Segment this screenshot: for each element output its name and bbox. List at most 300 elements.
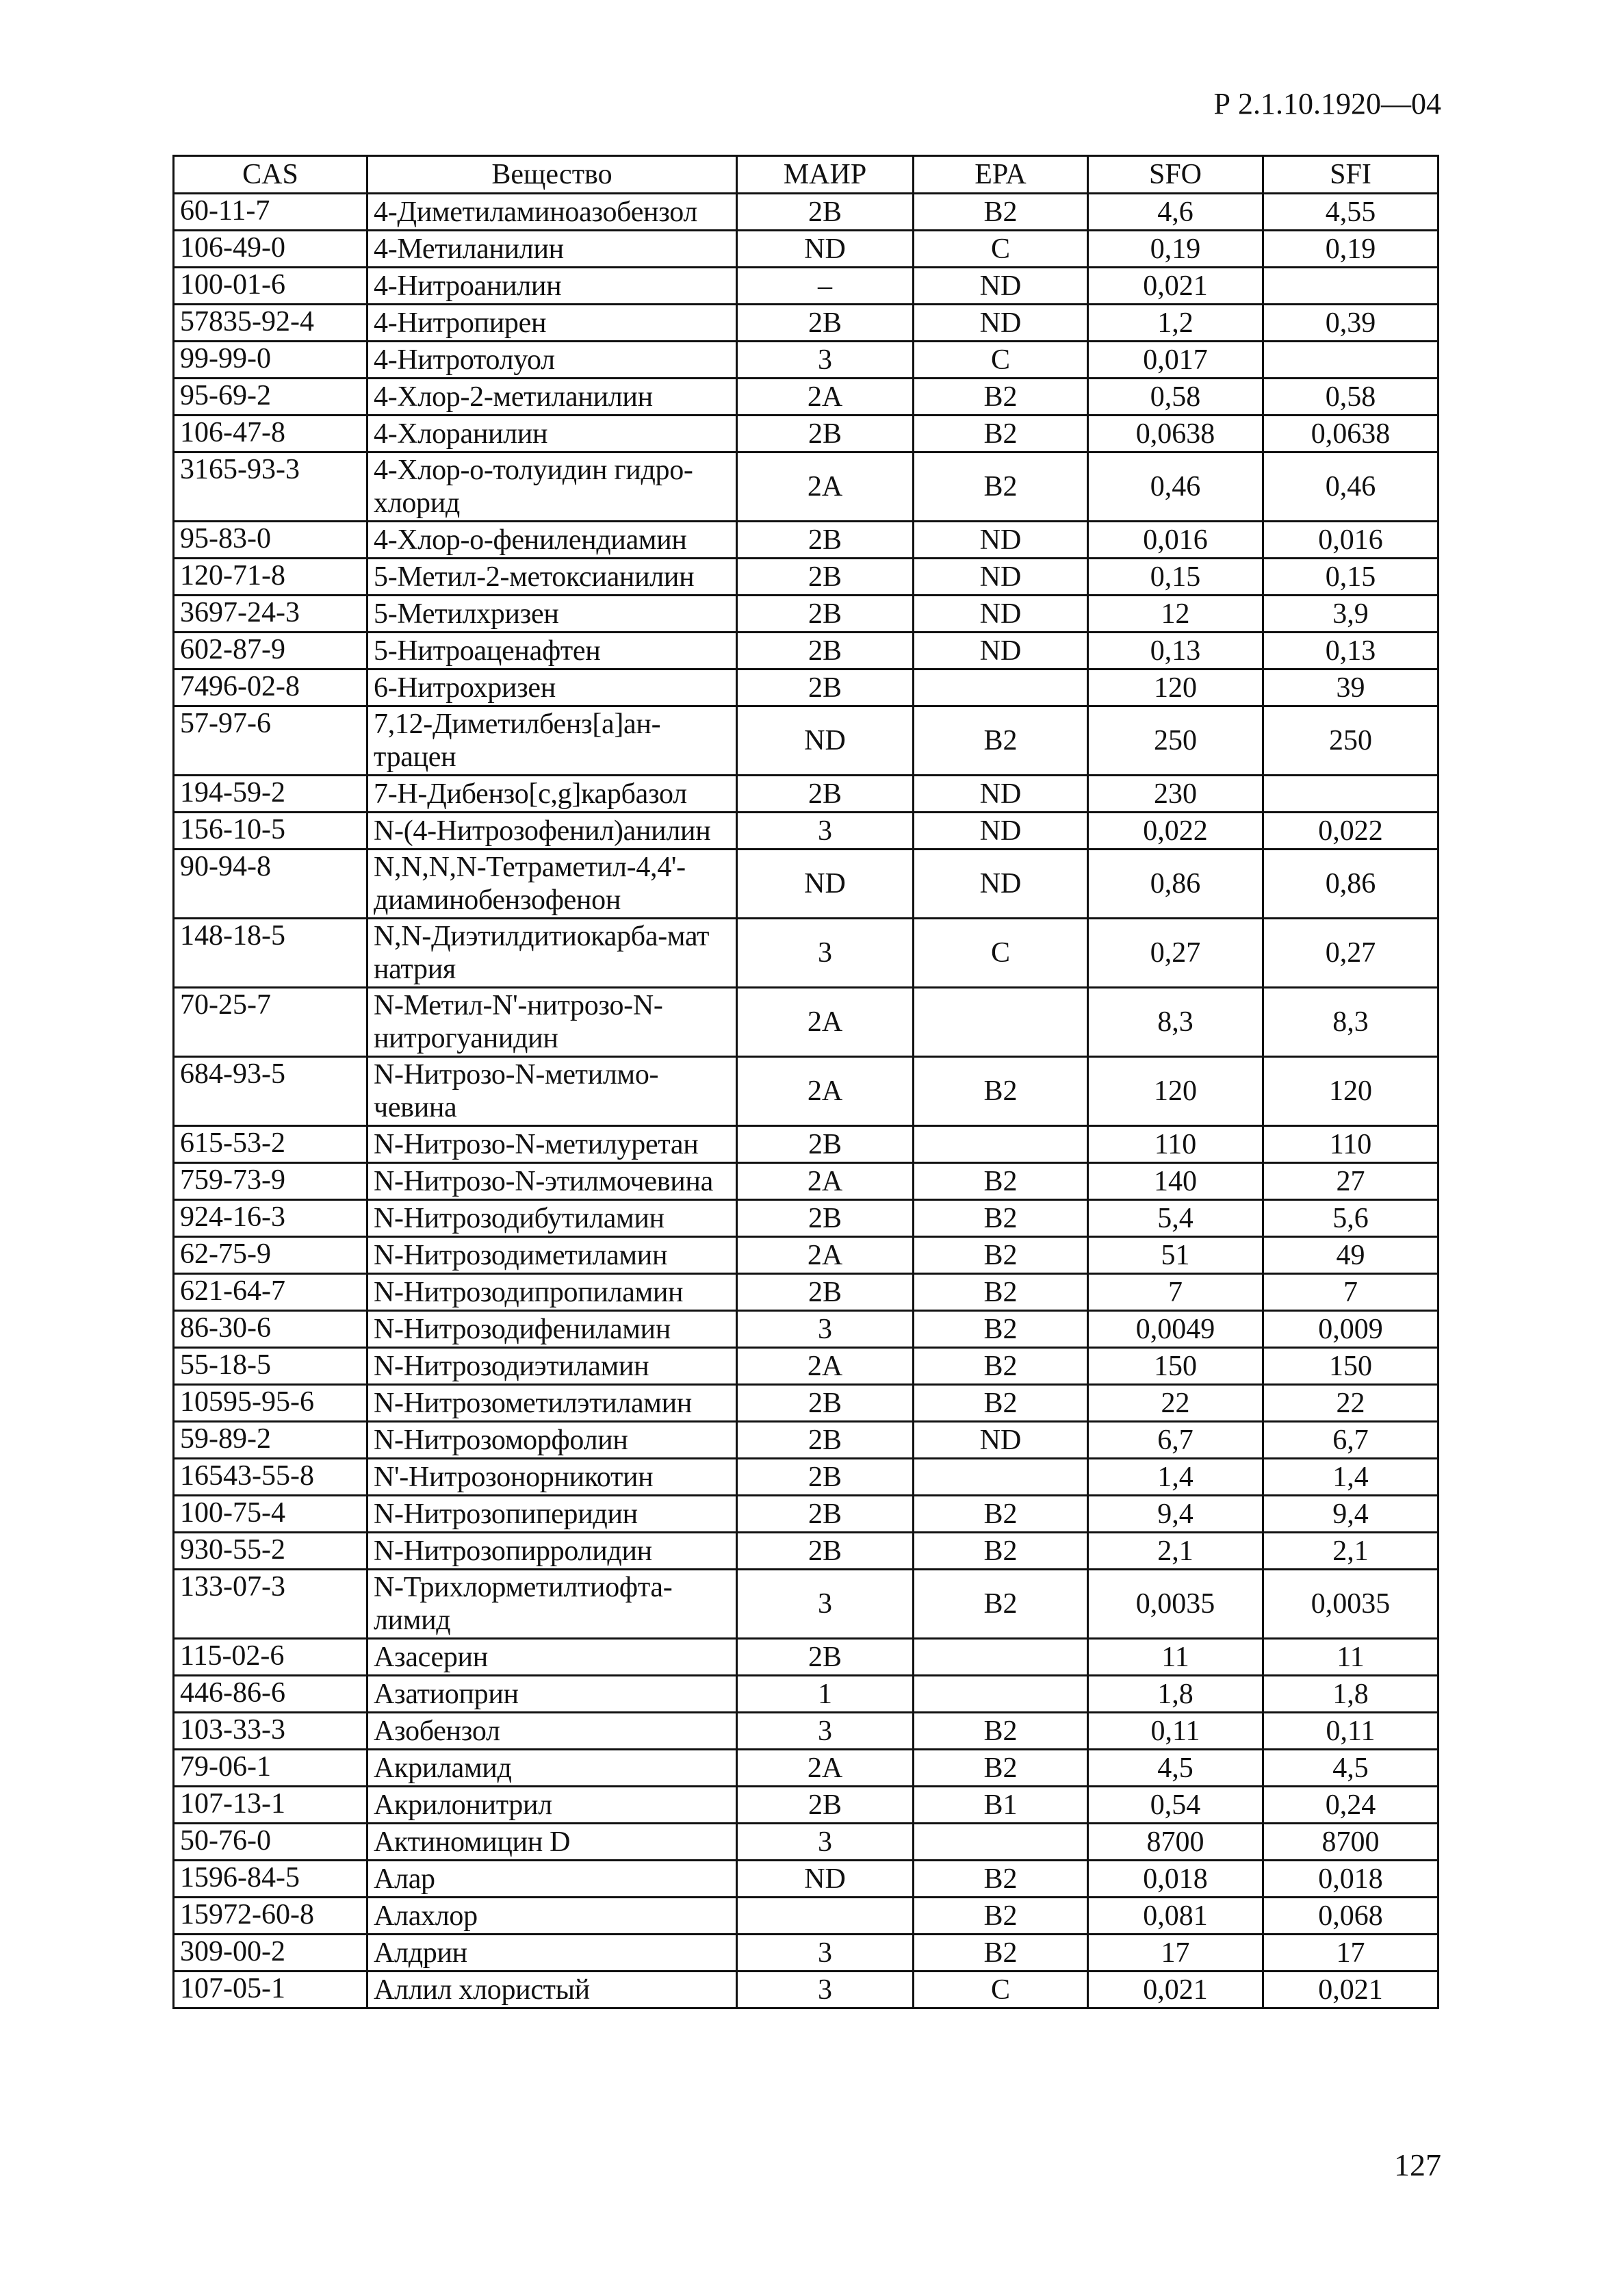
epa-cell: B2 [914,706,1088,776]
epa-cell: B2 [914,416,1088,452]
substance-cell: Алдрин [367,1935,737,1972]
table-row [174,1676,1438,1713]
cas-cell: 62-75-9 [174,1237,367,1274]
sfo-cell: 0,19 [1088,231,1263,268]
cas-cell: 446-86-6 [174,1676,367,1713]
table-row [174,1935,1438,1972]
epa-cell: B2 [914,1935,1088,1972]
sfi-cell [1263,342,1438,379]
iarc-cell: 2A [737,1348,914,1385]
table-row [174,706,1438,776]
epa-cell: B2 [914,1533,1088,1570]
sfi-cell: 0,27 [1263,919,1438,988]
cas-cell: 3697-24-3 [174,596,367,633]
sfo-cell: 0,86 [1088,850,1263,919]
iarc-cell: 2A [737,1237,914,1274]
epa-cell: B2 [914,1348,1088,1385]
document-code: Р 2.1.10.1920—04 [1213,87,1441,120]
substances-table [172,155,1439,2009]
sfo-cell: 0,27 [1088,919,1263,988]
epa-cell: ND [914,522,1088,559]
sfo-cell: 7 [1088,1274,1263,1311]
epa-cell: B2 [914,1237,1088,1274]
epa-cell: C [914,1972,1088,2008]
table-row [174,305,1438,342]
sfo-cell: 1,4 [1088,1459,1263,1496]
iarc-cell: ND [737,1861,914,1898]
table-row [174,268,1438,305]
sfo-cell: 0,021 [1088,1972,1263,2008]
cas-cell: 615-53-2 [174,1126,367,1163]
iarc-cell: – [737,268,914,305]
table-row [174,1898,1438,1935]
substance-cell: N-Нитрозоморфолин [367,1422,737,1459]
table-row [174,1348,1438,1385]
header-iarc: МАИР [737,156,914,194]
iarc-cell: 2B [737,522,914,559]
table-row [174,559,1438,596]
epa-cell: B2 [914,452,1088,522]
cas-cell: 103-33-3 [174,1713,367,1750]
cas-cell: 120-71-8 [174,559,367,596]
epa-cell [914,669,1088,706]
sfo-cell: 4,6 [1088,194,1263,231]
table-row [174,1861,1438,1898]
cas-cell: 106-47-8 [174,416,367,452]
table-row [174,669,1438,706]
cas-cell: 70-25-7 [174,988,367,1057]
iarc-cell: 2B [737,1126,914,1163]
sfi-cell [1263,776,1438,813]
table-row [174,1824,1438,1861]
table-row [174,1459,1438,1496]
iarc-cell: 2A [737,379,914,416]
epa-cell: ND [914,559,1088,596]
sfi-cell: 250 [1263,706,1438,776]
epa-cell: B2 [914,1496,1088,1533]
cas-cell: 57835-92-4 [174,305,367,342]
sfi-cell: 1,4 [1263,1459,1438,1496]
sfi-cell: 0,46 [1263,452,1438,522]
iarc-cell: 2A [737,452,914,522]
table-row [174,988,1438,1057]
substance-cell: 4-Хлоранилин [367,416,737,452]
sfi-cell: 110 [1263,1126,1438,1163]
cas-cell: 602-87-9 [174,633,367,669]
epa-cell: ND [914,813,1088,850]
header-epa: EPA [914,156,1088,194]
substance-cell: N-Нитрозометилэтиламин [367,1385,737,1422]
sfo-cell: 0,0049 [1088,1311,1263,1348]
iarc-cell: 3 [737,342,914,379]
epa-cell: C [914,919,1088,988]
sfi-cell: 17 [1263,1935,1438,1972]
iarc-cell: 2B [737,1459,914,1496]
iarc-cell: 3 [737,813,914,850]
sfo-cell: 5,4 [1088,1200,1263,1237]
cas-cell: 1596-84-5 [174,1861,367,1898]
iarc-cell: 2B [737,1385,914,1422]
table-body [174,194,1438,2008]
header-cas: CAS [174,156,367,194]
substance-cell: 7,12-Диметилбенз[а]ан-трацен [367,706,737,776]
sfi-cell: 3,9 [1263,596,1438,633]
sfi-cell: 150 [1263,1348,1438,1385]
epa-cell: B2 [914,1713,1088,1750]
cas-cell: 156-10-5 [174,813,367,850]
substance-cell: 4-Метиланилин [367,231,737,268]
sfi-cell: 0,11 [1263,1713,1438,1750]
table-row [174,1787,1438,1824]
substance-cell: N-Нитрозодиэтиламин [367,1348,737,1385]
sfi-cell: 2,1 [1263,1533,1438,1570]
iarc-cell: 2B [737,559,914,596]
cas-cell: 90-94-8 [174,850,367,919]
table-row [174,379,1438,416]
sfo-cell: 6,7 [1088,1422,1263,1459]
sfi-cell: 4,55 [1263,194,1438,231]
table-row [174,776,1438,813]
sfi-cell: 4,5 [1263,1750,1438,1787]
substance-cell: 4-Нитротолуол [367,342,737,379]
cas-cell: 621-64-7 [174,1274,367,1311]
iarc-cell: 2B [737,1639,914,1676]
iarc-cell: 2A [737,1163,914,1200]
iarc-cell: 3 [737,1935,914,1972]
iarc-cell: 3 [737,919,914,988]
iarc-cell: 2B [737,1496,914,1533]
sfi-cell: 7 [1263,1274,1438,1311]
iarc-cell: 3 [737,1570,914,1639]
sfi-cell: 0,021 [1263,1972,1438,2008]
sfo-cell: 0,016 [1088,522,1263,559]
substance-cell: 4-Хлор-о-толуидин гидро-хлорид [367,452,737,522]
iarc-cell: ND [737,231,914,268]
sfi-cell: 0,58 [1263,379,1438,416]
sfo-cell: 150 [1088,1348,1263,1385]
sfi-cell: 9,4 [1263,1496,1438,1533]
epa-cell [914,1639,1088,1676]
table-row [174,1972,1438,2008]
cas-cell: 79-06-1 [174,1750,367,1787]
epa-cell [914,988,1088,1057]
page-number: 127 [1394,2147,1441,2182]
iarc-cell: 2B [737,776,914,813]
sfi-cell: 0,068 [1263,1898,1438,1935]
cas-cell: 106-49-0 [174,231,367,268]
table-row [174,1237,1438,1274]
table-row [174,1311,1438,1348]
cas-cell: 115-02-6 [174,1639,367,1676]
cas-cell: 194-59-2 [174,776,367,813]
cas-cell: 759-73-9 [174,1163,367,1200]
sfo-cell: 140 [1088,1163,1263,1200]
substance-cell: N-Нитрозо-N-метилмо-чевина [367,1057,737,1126]
substance-cell: N-Нитрозодиметиламин [367,1237,737,1274]
sfi-cell: 5,6 [1263,1200,1438,1237]
substance-cell: N-Нитрозодипропиламин [367,1274,737,1311]
table-row [174,1422,1438,1459]
substance-cell: N-Нитрозодибутиламин [367,1200,737,1237]
substance-cell: N-Метил-N'-нитрозо-N-нитрогуанидин [367,988,737,1057]
sfi-cell [1263,268,1438,305]
cas-cell: 100-01-6 [174,268,367,305]
sfi-cell: 0,15 [1263,559,1438,596]
table-row [174,1274,1438,1311]
cas-cell: 133-07-3 [174,1570,367,1639]
substance-cell: N-Нитрозопирролидин [367,1533,737,1570]
iarc-cell: 2B [737,1422,914,1459]
sfo-cell: 8700 [1088,1824,1263,1861]
iarc-cell: 2B [737,633,914,669]
substance-cell: 4-Нитропирен [367,305,737,342]
iarc-cell: 1 [737,1676,914,1713]
substance-cell: 4-Хлор-о-фенилендиамин [367,522,737,559]
sfo-cell: 51 [1088,1237,1263,1274]
iarc-cell: 2B [737,1200,914,1237]
substance-cell: N,N-Диэтилдитиокарба-мат натрия [367,919,737,988]
table-row [174,1639,1438,1676]
cas-cell: 684-93-5 [174,1057,367,1126]
table-row [174,1750,1438,1787]
epa-cell [914,1459,1088,1496]
iarc-cell: ND [737,850,914,919]
cas-cell: 100-75-4 [174,1496,367,1533]
sfo-cell: 110 [1088,1126,1263,1163]
table-row [174,1163,1438,1200]
sfi-cell: 49 [1263,1237,1438,1274]
substance-cell: N-Нитрозо-N-этилмочевина [367,1163,737,1200]
sfo-cell: 11 [1088,1639,1263,1676]
iarc-cell: 2A [737,1750,914,1787]
sfi-cell: 8,3 [1263,988,1438,1057]
sfo-cell: 250 [1088,706,1263,776]
sfi-cell: 0,19 [1263,231,1438,268]
sfo-cell: 0,46 [1088,452,1263,522]
iarc-cell: 2A [737,988,914,1057]
sfi-cell: 0,022 [1263,813,1438,850]
epa-cell [914,1824,1088,1861]
cas-cell: 95-83-0 [174,522,367,559]
table-row [174,1496,1438,1533]
sfo-cell: 0,15 [1088,559,1263,596]
table-row [174,850,1438,919]
sfo-cell: 230 [1088,776,1263,813]
sfo-cell: 120 [1088,669,1263,706]
sfo-cell: 22 [1088,1385,1263,1422]
sfo-cell: 0,0035 [1088,1570,1263,1639]
table-row [174,1385,1438,1422]
cas-cell: 50-76-0 [174,1824,367,1861]
sfi-cell: 0,0638 [1263,416,1438,452]
table-row [174,813,1438,850]
cas-cell: 148-18-5 [174,919,367,988]
iarc-cell: ND [737,706,914,776]
table-row [174,1126,1438,1163]
sfo-cell: 0,54 [1088,1787,1263,1824]
cas-cell: 15972-60-8 [174,1898,367,1935]
cas-cell: 107-13-1 [174,1787,367,1824]
cas-cell: 16543-55-8 [174,1459,367,1496]
sfi-cell: 22 [1263,1385,1438,1422]
epa-cell: B2 [914,1274,1088,1311]
iarc-cell: 2B [737,416,914,452]
cas-cell: 924-16-3 [174,1200,367,1237]
sfi-cell: 0,018 [1263,1861,1438,1898]
cas-cell: 86-30-6 [174,1311,367,1348]
iarc-cell: 3 [737,1824,914,1861]
epa-cell: B2 [914,1057,1088,1126]
sfo-cell: 17 [1088,1935,1263,1972]
epa-cell: ND [914,776,1088,813]
epa-cell: C [914,342,1088,379]
iarc-cell: 2B [737,669,914,706]
epa-cell: B2 [914,1163,1088,1200]
sfo-cell: 2,1 [1088,1533,1263,1570]
epa-cell: B2 [914,1200,1088,1237]
cas-cell: 10595-95-6 [174,1385,367,1422]
epa-cell: ND [914,305,1088,342]
substance-cell: 5-Нитроаценафтен [367,633,737,669]
substance-cell: Азатиоприн [367,1676,737,1713]
table-row [174,194,1438,231]
substance-cell: Азасерин [367,1639,737,1676]
substance-cell: N-(4-Нитрозофенил)анилин [367,813,737,850]
table-row [174,596,1438,633]
substance-cell: Акриламид [367,1750,737,1787]
iarc-cell [737,1898,914,1935]
substance-cell: Аллил хлористый [367,1972,737,2008]
substance-cell: Акрилонитрил [367,1787,737,1824]
sfi-cell: 8700 [1263,1824,1438,1861]
sfi-cell: 120 [1263,1057,1438,1126]
sfo-cell: 1,8 [1088,1676,1263,1713]
sfo-cell: 0,018 [1088,1861,1263,1898]
table-row [174,919,1438,988]
epa-cell: ND [914,633,1088,669]
cas-cell: 99-99-0 [174,342,367,379]
substance-cell: N,N,N,N-Тетраметил-4,4'-диаминобензофенон [367,850,737,919]
epa-cell: B2 [914,1861,1088,1898]
table-row [174,633,1438,669]
table-row [174,416,1438,452]
substance-cell: Азобензол [367,1713,737,1750]
cas-cell: 57-97-6 [174,706,367,776]
sfo-cell: 4,5 [1088,1750,1263,1787]
iarc-cell: 2B [737,305,914,342]
table-row [174,522,1438,559]
substance-cell: 5-Метилхризен [367,596,737,633]
epa-cell: B1 [914,1787,1088,1824]
cas-cell: 930-55-2 [174,1533,367,1570]
iarc-cell: 3 [737,1972,914,2008]
substance-cell: 4-Диметиламиноазобензол [367,194,737,231]
cas-cell: 55-18-5 [174,1348,367,1385]
header-sfi: SFI [1263,156,1438,194]
substance-cell: Алар [367,1861,737,1898]
iarc-cell: 3 [737,1713,914,1750]
sfi-cell: 0,86 [1263,850,1438,919]
epa-cell: B2 [914,1898,1088,1935]
epa-cell: ND [914,596,1088,633]
cas-cell: 309-00-2 [174,1935,367,1972]
epa-cell: ND [914,268,1088,305]
substance-cell: 4-Хлор-2-метиланилин [367,379,737,416]
sfo-cell: 12 [1088,596,1263,633]
epa-cell: C [914,231,1088,268]
iarc-cell: 2B [737,1787,914,1824]
epa-cell [914,1676,1088,1713]
sfi-cell: 0,016 [1263,522,1438,559]
table-row [174,1533,1438,1570]
table-row [174,342,1438,379]
substance-cell: N'-Нитрозонорникотин [367,1459,737,1496]
sfi-cell: 1,8 [1263,1676,1438,1713]
iarc-cell: 2B [737,194,914,231]
substance-cell: Актиномицин D [367,1824,737,1861]
sfi-cell: 6,7 [1263,1422,1438,1459]
sfo-cell: 0,11 [1088,1713,1263,1750]
iarc-cell: 2A [737,1057,914,1126]
substance-cell: 4-Нитроанилин [367,268,737,305]
epa-cell [914,1126,1088,1163]
sfi-cell: 11 [1263,1639,1438,1676]
sfi-cell: 39 [1263,669,1438,706]
epa-cell: B2 [914,379,1088,416]
substance-cell: 6-Нитрохризен [367,669,737,706]
substance-cell: 5-Метил-2-метоксианилин [367,559,737,596]
sfo-cell: 8,3 [1088,988,1263,1057]
iarc-cell: 3 [737,1311,914,1348]
substance-cell: N-Нитрозо-N-метилуретан [367,1126,737,1163]
epa-cell: B2 [914,1385,1088,1422]
epa-cell: B2 [914,1570,1088,1639]
cas-cell: 59-89-2 [174,1422,367,1459]
header-substance: Вещество [367,156,737,194]
cas-cell: 107-05-1 [174,1972,367,2008]
iarc-cell: 2B [737,596,914,633]
header-sfo: SFO [1088,156,1263,194]
cas-cell: 60-11-7 [174,194,367,231]
table-row [174,1057,1438,1126]
table-row [174,1713,1438,1750]
substance-cell: N-Нитрозопиперидин [367,1496,737,1533]
cas-cell: 7496-02-8 [174,669,367,706]
iarc-cell: 2B [737,1533,914,1570]
epa-cell: B2 [914,1750,1088,1787]
table-row [174,231,1438,268]
sfi-cell: 0,39 [1263,305,1438,342]
table-header-row [174,156,1438,194]
epa-cell: ND [914,1422,1088,1459]
sfo-cell: 0,081 [1088,1898,1263,1935]
substance-cell: N-Нитрозодифениламин [367,1311,737,1348]
table-row [174,1200,1438,1237]
sfo-cell: 120 [1088,1057,1263,1126]
sfo-cell: 0,13 [1088,633,1263,669]
sfi-cell: 0,13 [1263,633,1438,669]
epa-cell: B2 [914,194,1088,231]
table-row [174,452,1438,522]
sfo-cell: 9,4 [1088,1496,1263,1533]
sfo-cell: 0,58 [1088,379,1263,416]
sfi-cell: 27 [1263,1163,1438,1200]
table-row [174,1570,1438,1639]
substance-cell: Алахлор [367,1898,737,1935]
sfo-cell: 1,2 [1088,305,1263,342]
sfo-cell: 0,022 [1088,813,1263,850]
substance-cell: N-Трихлорметилтиофта-лимид [367,1570,737,1639]
